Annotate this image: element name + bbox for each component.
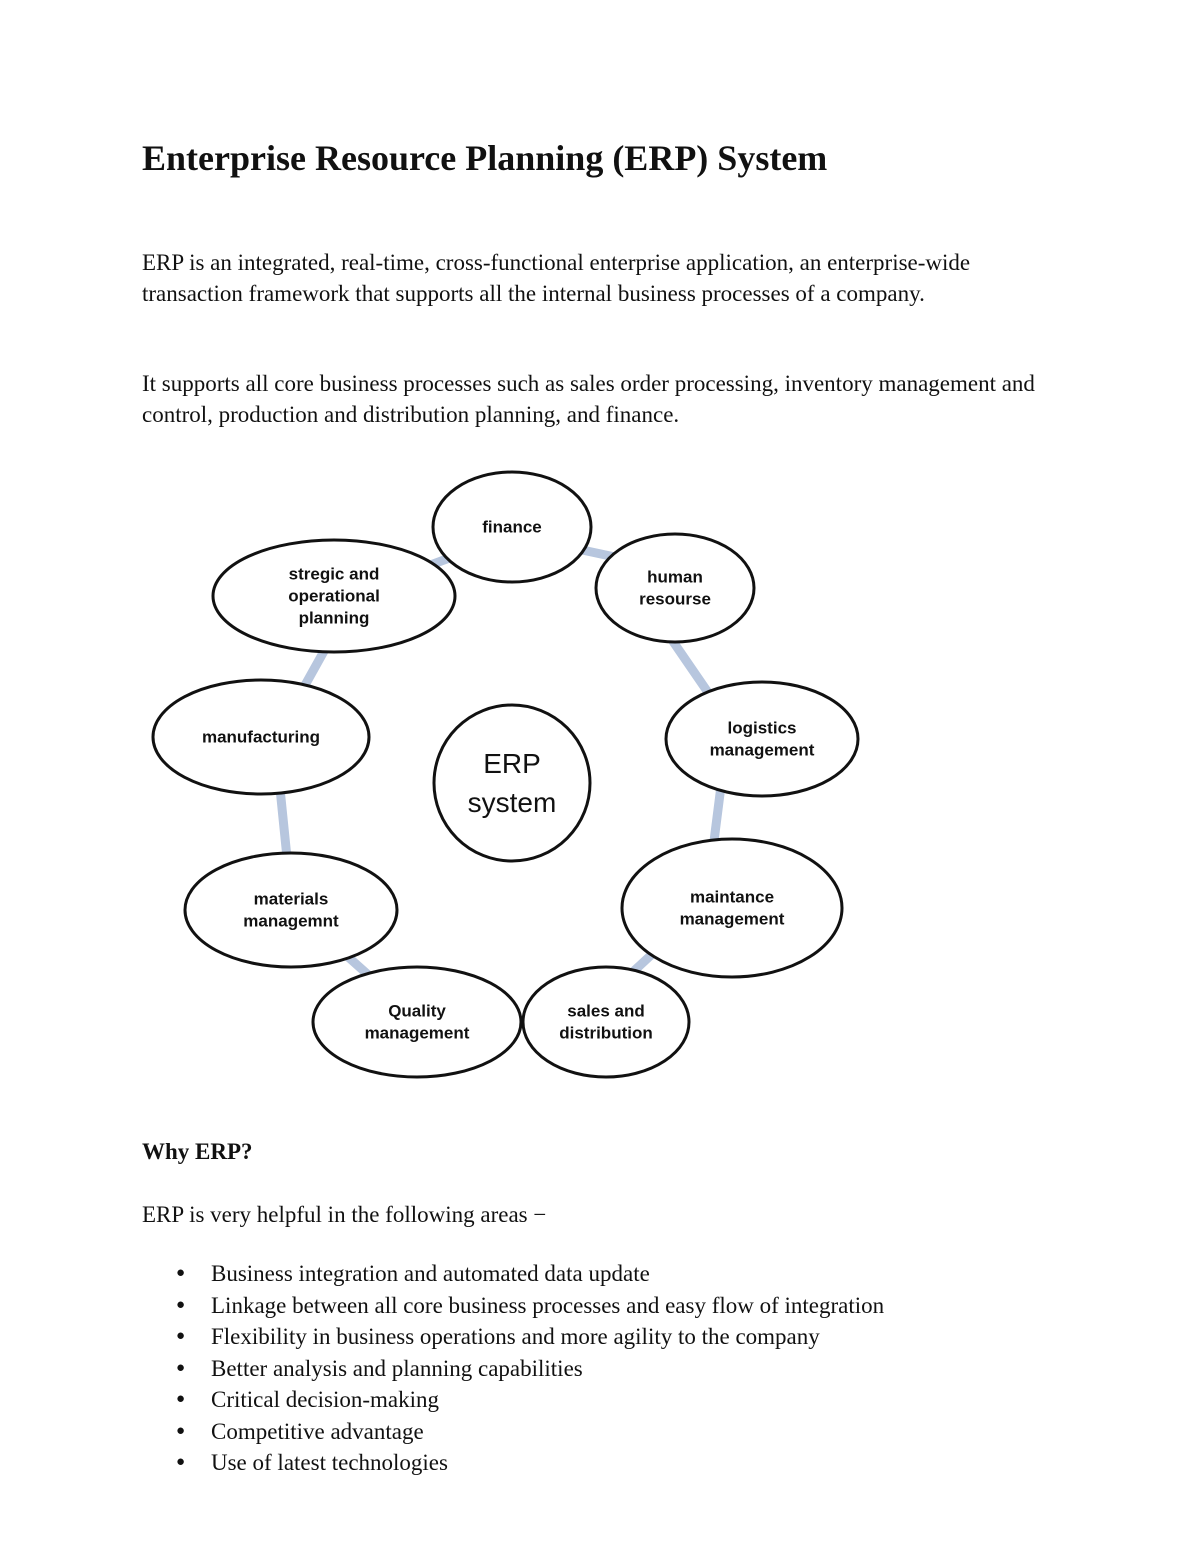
node-label-line: management [679,909,785,929]
node-maintance-management [622,839,842,977]
node-human-resourse [596,534,754,642]
erp-system-center [434,705,590,861]
node-label-line: manufacturing [201,727,321,747]
list-item [142,1290,884,1322]
node-label-line: human [647,567,703,587]
page-title: Enterprise Resource Planning (ERP) System [142,138,828,178]
center-circle [434,705,590,861]
bullet-icon: ● [176,1391,186,1407]
scope-paragraph: It supports all core business processes such as sales order processing, inventory management and control, production and distribution planning, and finance. [142,371,1035,427]
list-item [142,1258,884,1290]
node-label-line: logistics [727,718,797,738]
node-finance [433,472,591,582]
node-ellipse [523,967,689,1077]
node-sales-and-distribution [523,967,689,1077]
node-label-line: finance [482,517,542,537]
bullet-icon: ● [176,1296,186,1313]
list-item [142,1447,884,1479]
list-item-text: Use of latest technologies [211,1450,448,1475]
bullet-icon: ● [176,1328,186,1344]
list-item [142,1416,884,1448]
node-stregic-and-operational-planning [213,540,455,652]
node-label [482,518,542,537]
why-erp-intro: ERP is very helpful in the following areas − [142,1202,547,1227]
node-label-line: distribution [559,1023,653,1043]
node-label-line: resourse [639,589,711,609]
bullet-icon: ● [176,1359,186,1376]
node-label-line: Quality [388,1001,446,1021]
list-item-text: Flexibility in business operations and more agility to the company [211,1324,820,1349]
benefits-list [142,1258,884,1479]
list-item-text: Better analysis and planning capabilities [211,1355,583,1381]
center-label-line: ERP [483,748,541,779]
node-label-line: management [709,740,815,760]
node-materials-managemnt [185,853,397,967]
node-label [288,565,380,628]
list-item-text: Critical decision-making [211,1387,440,1412]
node-label-line: management [364,1023,470,1043]
list-item [142,1321,884,1353]
node-label-line: operational [288,586,380,606]
node-label-line: maintance [689,887,775,907]
node-ellipse [313,967,521,1077]
list-item-text: Business integration and automated data update [211,1261,650,1286]
list-item [142,1353,884,1385]
node-label-line: managemnt [243,911,339,931]
erp-diagram [140,465,870,1090]
node-logistics-management [666,682,858,796]
node-label-line: sales and [567,1001,645,1021]
diagram-nodes [153,472,858,1077]
node-ellipse [622,839,842,977]
bullet-icon: ● [176,1454,186,1470]
node-ellipse [185,853,397,967]
node-ellipse [596,534,754,642]
node-label-line: materials [253,889,329,909]
bullet-icon: ● [176,1422,186,1439]
why-erp-heading: Why ERP? [142,1139,253,1164]
node-ellipse [666,682,858,796]
node-label-line: planning [298,608,370,628]
node-label [202,728,320,747]
node-manufacturing [153,680,369,794]
node-quality-management [313,967,521,1077]
list-item-text: Competitive advantage [211,1418,424,1444]
list-item [142,1384,884,1416]
node-label-line: stregic and [288,564,380,584]
intro-paragraph: ERP is an integrated, real-time, cross-functional enterprise application, an enterprise-wide transaction framework that supports all the internal business processes of a company. [142,250,971,306]
list-item-text: Linkage between all core business processes and easy flow of integration [211,1292,885,1318]
center-label-line: system [467,787,557,818]
bullet-icon: ● [176,1265,186,1281]
